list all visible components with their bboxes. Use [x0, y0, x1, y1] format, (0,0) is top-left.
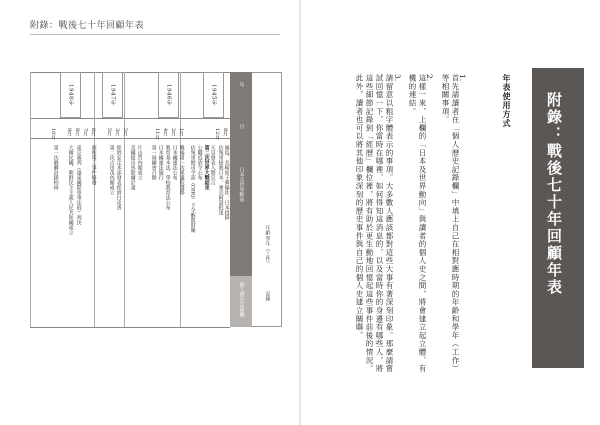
column-divider: [124, 72, 125, 327]
col-header-school: 學年（工作）: [264, 236, 271, 266]
event-entry: 教育基本法、學校教育法公布: [164, 145, 171, 210]
section-heading: 年表使用方式: [502, 74, 512, 128]
col-header-notes: 記錄: [264, 291, 271, 301]
year-box: [203, 72, 224, 118]
event-entry: 佔領軍總司令部（GHQ）下令解散財閥: [189, 145, 196, 233]
instruction-number: 2.: [425, 74, 434, 82]
event-entry: 美國提出馬歇爾計畫: [129, 145, 136, 190]
event-entry: 天皇發表人間宣言: [209, 145, 216, 185]
event-entry: 大韓民國、朝鮮民主主義人民共和國成立: [67, 145, 74, 235]
month-label: 12月: [214, 128, 220, 140]
event-entry: 佔領軍接收日本，麥克阿瑟抵達: [217, 145, 224, 215]
month-row-rule: [30, 138, 230, 139]
event-entry: 昭和電工事件爆發: [90, 145, 97, 185]
instruction-number: 1.: [458, 74, 467, 82]
event-entry-bold: 第二次世界大戰結束: [203, 145, 210, 190]
col-header-month: 月: [238, 124, 245, 129]
event-entry: 日本國憲法施行: [157, 145, 164, 180]
month-label: 4月: [162, 128, 168, 137]
event-entry: 日本國憲法公布: [171, 145, 178, 180]
table-bottom-rule: [30, 327, 230, 328]
col-header-world: 日本及世界動向: [238, 167, 245, 202]
column-divider: [94, 72, 95, 327]
year-box: [60, 72, 81, 118]
year-label: 1948年: [67, 84, 74, 106]
book-spine: [299, 0, 301, 425]
event-entry: 東京審判（遠東國際軍事法庭）判決: [75, 145, 82, 225]
page-title: 附錄：戰後七十年回顧年表: [545, 92, 563, 296]
col-header-personal: 個人歷史記錄欄: [238, 282, 245, 317]
month-label: 10月: [50, 128, 56, 140]
month-label: 11月: [154, 128, 160, 140]
header-rule: [30, 34, 280, 35]
month-label: 6月: [90, 128, 96, 137]
column-header-personal: [230, 276, 252, 327]
month-label: 8月: [74, 128, 80, 137]
year-label: 1945年: [210, 84, 217, 106]
month-label: 5月: [106, 128, 112, 137]
month-label: 5月: [122, 128, 128, 137]
col-header-year: 年: [238, 82, 245, 87]
event-entry: 公職追放令公布: [196, 145, 203, 180]
year-label: 1946年: [165, 84, 172, 106]
month-label: 2月: [170, 128, 176, 137]
column-divider: [180, 72, 181, 327]
instruction-number: 3.: [393, 74, 402, 82]
instruction-text: 這樣一來，上欄的「日本及世界動向」與讀者的個人史之間，將會建立起立體、有機的連結。: [408, 74, 427, 373]
instruction-text: 請留意以粗字體表示的事項。大多數人應該都對這些大事有著深刻印象。那麼請嘗試回憶一下，你當時在哪裡、如何得知這消息的，以及當時你的身邊有哪些人，將這些細節記錄到「經歷」欄位裡，將有助於更生動地回憶起這些事件前後的情況。此外，讀者也可以將其他印象深刻的歷史事件與自己的個人史建立關聯。: [355, 74, 394, 373]
year-row-rule: [30, 118, 230, 119]
month-label: 7月: [82, 128, 88, 137]
month-label: 8月: [222, 128, 228, 137]
year-label: 1947年: [109, 84, 116, 106]
event-entry: 片山哲內閣成立: [136, 145, 143, 180]
event-entry: 第二次吉田茂內閣成立: [108, 145, 115, 195]
event-entry: 第一次蘇聯封鎖柏林: [52, 145, 59, 190]
column-divider: [30, 72, 31, 327]
event-entry: 戰後第一次眾議院選舉: [178, 145, 185, 195]
running-header: 附錄：戰後七十年回顧年表: [30, 21, 145, 31]
year-box: [158, 72, 179, 118]
event-entry: 第一屆國會召開: [150, 145, 157, 180]
column-header-frame: [252, 72, 282, 327]
event-entry: 經濟安定本部發表經濟白皮書: [115, 145, 122, 210]
year-box: [102, 72, 123, 118]
col-header-age: 年齡: [264, 225, 271, 235]
event-entry: 廣島、長崎原子彈爆炸。日本投降: [223, 145, 230, 220]
month-label: 1月: [178, 128, 184, 137]
instruction-text: 首先請讀者在「個人歷史記錄欄」中填上自己在相對應時期的年齡和學年（工作）等相關事項。: [441, 74, 460, 373]
month-label: 3月: [114, 128, 120, 137]
month-label: 9月: [66, 128, 72, 137]
